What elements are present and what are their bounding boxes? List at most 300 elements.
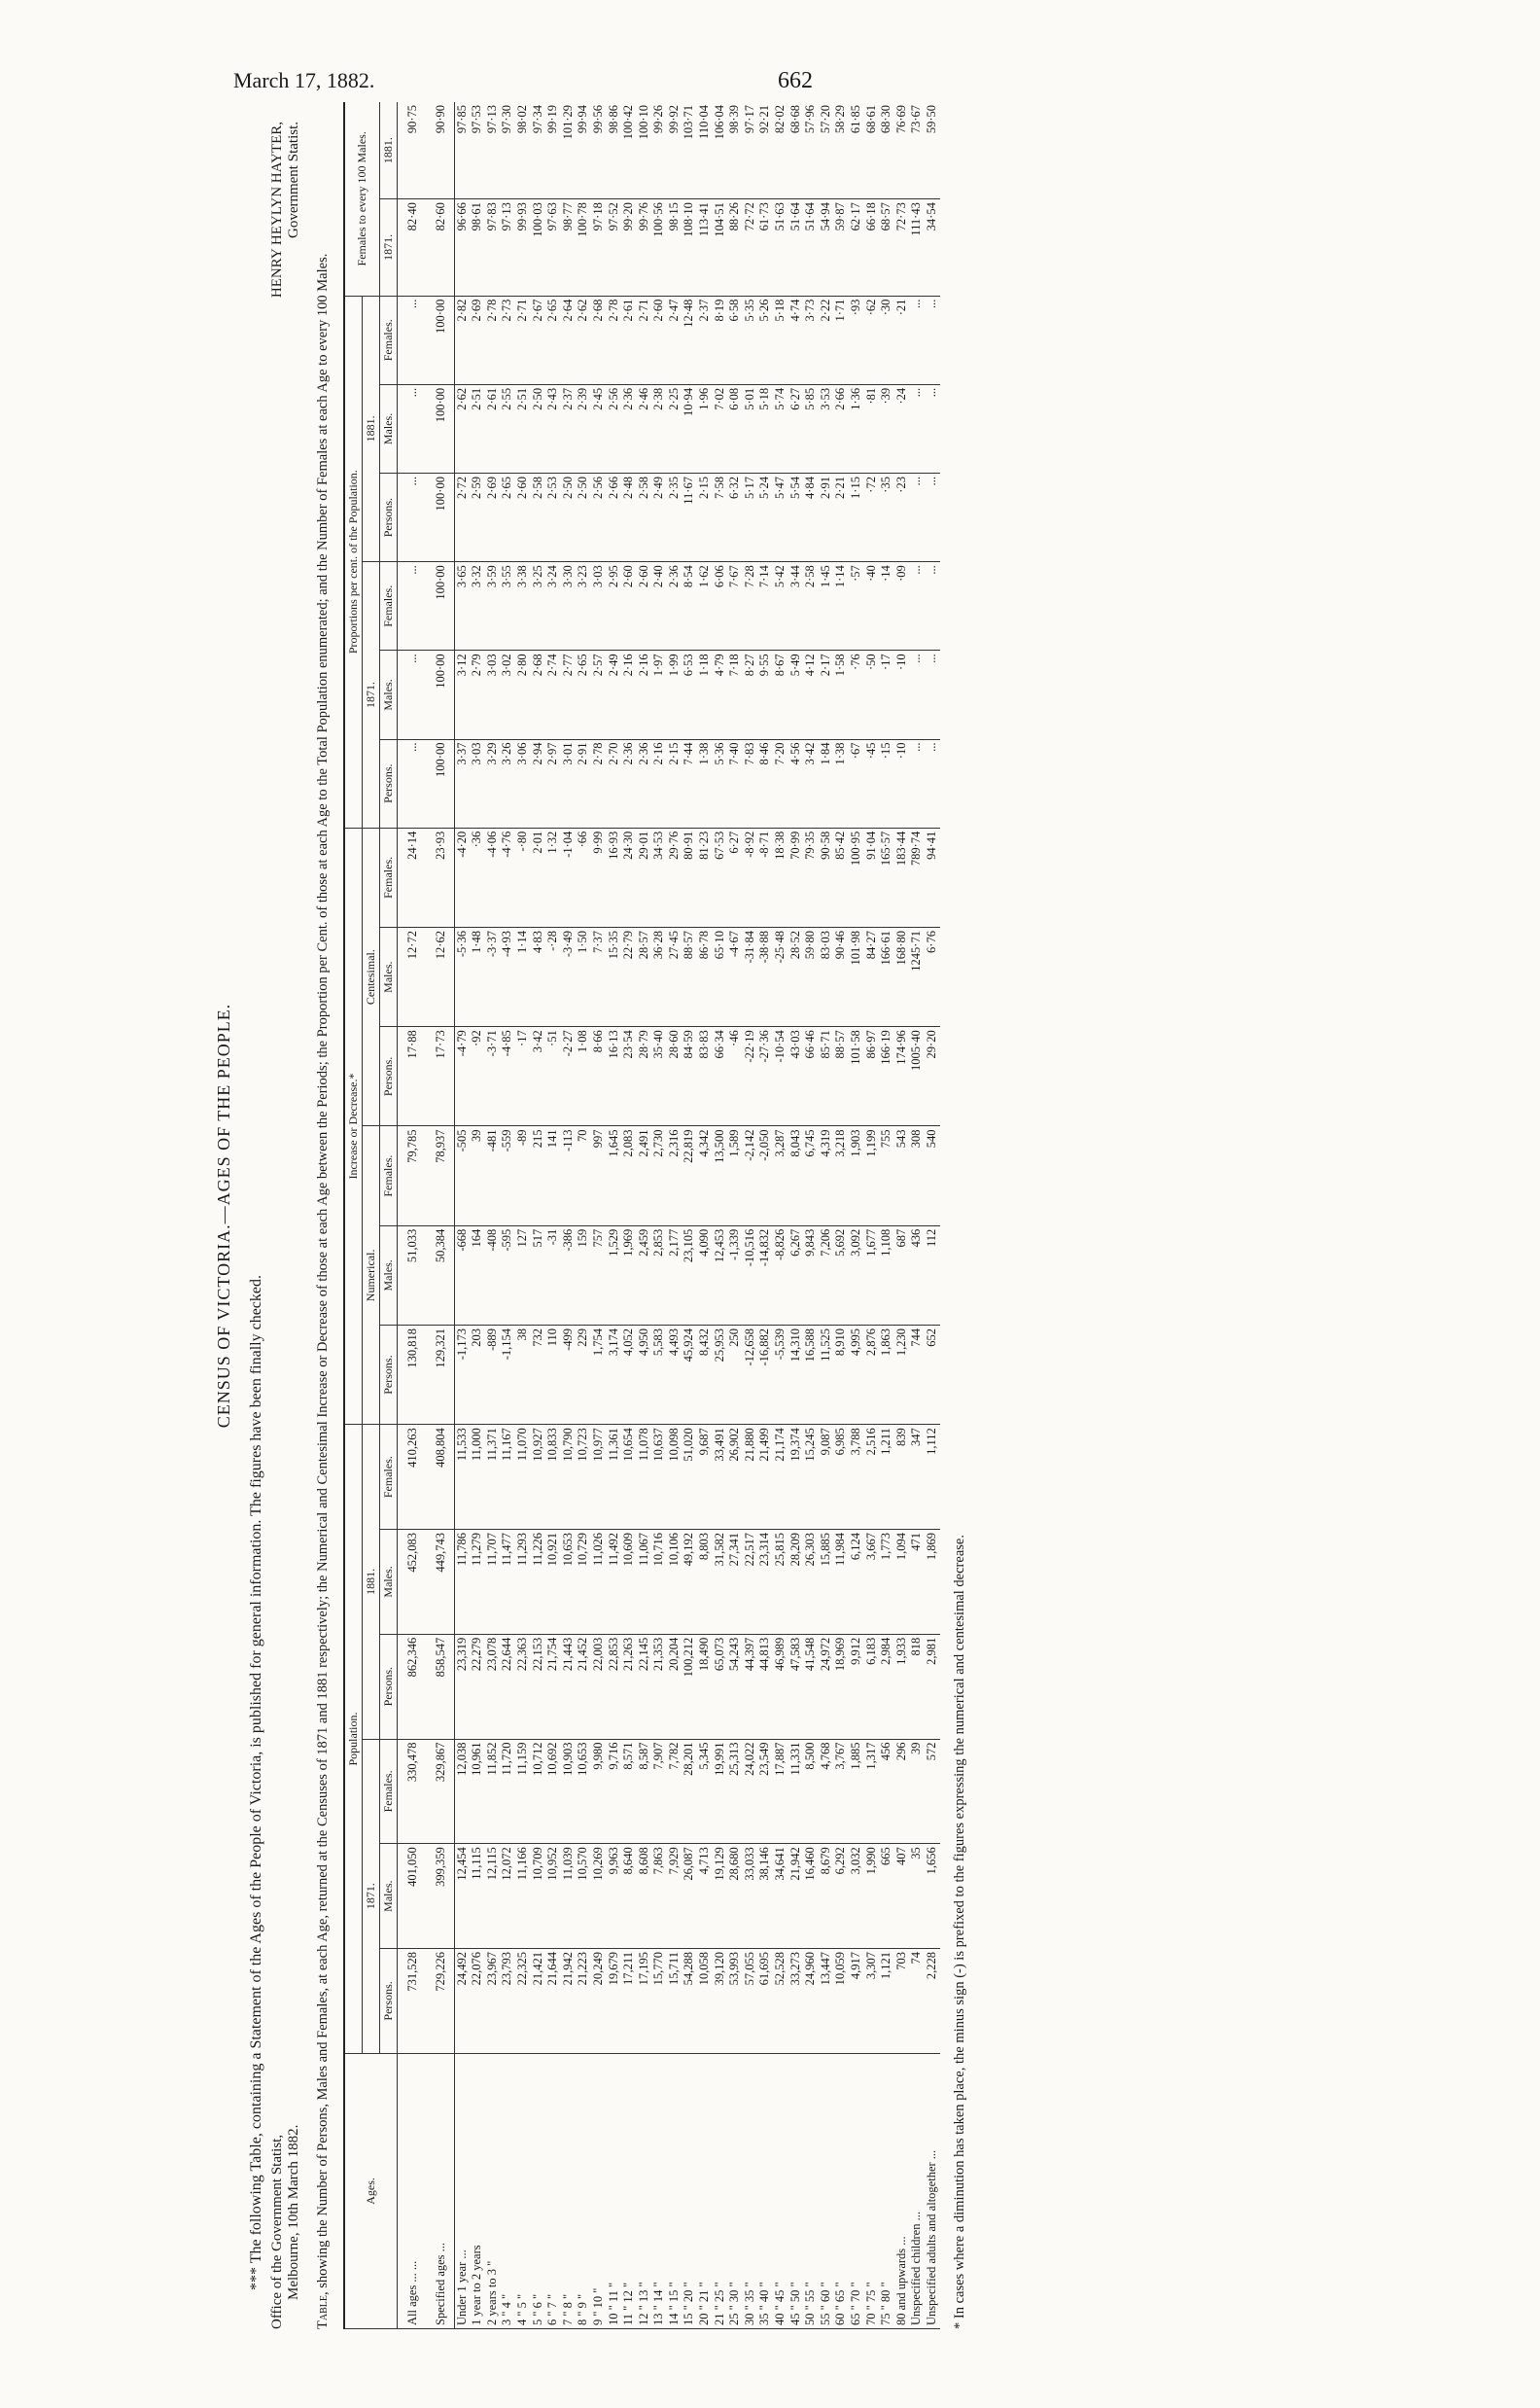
value-cell: 97·52 [607,199,622,296]
value-cell: -8,826 [773,1225,788,1325]
value-cell: 28·52 [788,928,804,1027]
header-males: Males. [379,1225,397,1325]
value-cell: 24·14 [397,828,426,927]
value-cell: 11,067 [637,1530,652,1635]
value-cell: 36·28 [651,928,667,1027]
value-cell: 1·45 [819,562,834,651]
header-ratio-1871: 1871. [379,199,397,296]
value-cell: 159 [576,1225,591,1325]
value-cell: 99·20 [621,199,637,296]
table-row [651,102,667,2329]
value-cell: 2·36 [667,562,682,651]
value-cell: 59·80 [803,928,819,1027]
age-cell: 10 " 11 " [607,2053,622,2328]
value-cell: 3·53 [819,384,834,473]
age-cell: 15 " 20 " [682,2053,697,2328]
value-cell: 24,960 [803,1949,819,2054]
value-cell: 9,980 [591,1739,607,1844]
value-cell: 215 [531,1126,546,1225]
value-cell: 1,863 [879,1325,894,1424]
value-cell: 10,712 [531,1739,546,1844]
value-cell: -27·36 [757,1027,773,1126]
value-cell: 7·58 [713,474,728,562]
value-cell: 3,032 [849,1844,864,1949]
value-cell: 10,654 [621,1425,637,1530]
value-cell: 23,078 [485,1634,501,1739]
value-cell: 97·83 [485,199,501,296]
value-cell: 76·69 [894,102,910,199]
value-cell: 10,692 [545,1739,561,1844]
value-cell: 104·51 [713,199,728,296]
value-cell: 10,570 [576,1844,591,1949]
value-cell: 5·42 [773,562,788,651]
value-cell: 15,711 [667,1949,682,2054]
header-persons: Persons. [379,1325,397,1424]
value-cell: 5,345 [697,1739,713,1844]
header-females: Females. [379,1425,397,1530]
value-cell: 68·61 [864,102,880,199]
value-cell: 103·71 [682,102,697,199]
totals-row [426,102,455,2329]
value-cell: 2·61 [621,296,637,384]
header-females: Females. [379,296,397,384]
value-cell: 10,098 [667,1425,682,1530]
value-cell: 2·61 [485,384,501,473]
value-cell: ... [397,296,426,384]
value-cell: 5·49 [788,651,804,739]
value-cell: 79,785 [397,1126,426,1225]
value-cell: 21,754 [545,1634,561,1739]
value-cell: -4·06 [485,828,501,927]
value-cell: 5·35 [743,296,758,384]
value-cell: 330,478 [397,1739,426,1844]
value-cell: 3,174 [607,1325,622,1424]
value-cell: 9,912 [849,1634,864,1739]
value-cell: 5·26 [757,296,773,384]
table-row [743,102,758,2329]
value-cell: 7·20 [773,739,788,828]
value-cell: 11,000 [470,1425,485,1530]
value-cell: 46,989 [773,1634,788,1739]
value-cell: 3,667 [864,1530,880,1635]
value-cell: 1,094 [894,1530,910,1635]
value-cell: 68·68 [788,102,804,199]
value-cell: 6·27 [727,828,743,927]
value-cell: 98·86 [607,102,622,199]
value-cell: ... [397,562,426,651]
value-cell: ·76 [849,651,864,739]
table-row [833,102,849,2329]
value-cell: 410,263 [397,1425,426,1530]
value-cell: 2·68 [591,296,607,384]
value-cell: 8,910 [833,1325,849,1424]
value-cell: 408,804 [426,1425,455,1530]
table-row [849,102,864,2329]
age-cell: 7 " 8 " [561,2053,577,2328]
value-cell: 449,743 [426,1530,455,1635]
value-cell: 2·60 [637,562,652,651]
value-cell: -4·20 [454,828,470,927]
value-cell: ·50 [864,651,880,739]
value-cell: 2·78 [591,739,607,828]
value-cell: 12,454 [454,1844,470,1949]
value-cell: 19,129 [713,1844,728,1949]
value-cell: 26,902 [727,1425,743,1530]
rotated-page-body [214,102,1517,2329]
value-cell: 1·38 [833,739,849,828]
value-cell: 22,153 [531,1634,546,1739]
value-cell: 22·79 [621,928,637,1027]
value-cell: 3·26 [500,739,515,828]
value-cell: 8·66 [591,1027,607,1126]
value-cell: 23,319 [454,1634,470,1739]
age-cell: 35 " 40 " [757,2053,773,2328]
value-cell: 21,223 [576,1949,591,2054]
age-cell: 11 " 12 " [621,2053,637,2328]
value-cell: 100·95 [849,828,864,927]
value-cell: 11,070 [515,1425,531,1530]
value-cell: -595 [500,1225,515,1325]
value-cell: 11,039 [561,1844,577,1949]
value-cell: 9,687 [697,1425,713,1530]
value-cell: 100·00 [426,651,455,739]
value-cell: 11,492 [607,1530,622,1635]
caption-text: showing the Number of Persons, Males and Females, at each Age, returned at the Censuses of 1871 and 1881 respectively; the Numerical and Centesimal Increase or Decrease of those at each Age between the Periods; the Proportion per Cent. of those at each Age to the Total Population enumerated; and the Number of Females at each Age to every 100 Males. [315,253,331,2288]
value-cell: -499 [561,1325,577,1424]
footnote: * In cases where a diminution has taken place, the minus sign (-) is prefixed to the figures expressing the numerical and centesimal decrease. [951,1535,967,2329]
value-cell: 6·58 [727,296,743,384]
value-cell: 2·77 [561,651,577,739]
value-cell: 2·43 [545,384,561,473]
table-row [894,102,910,2329]
value-cell: 91·04 [864,828,880,927]
value-cell: 2,316 [667,1126,682,1225]
value-cell: 28,201 [682,1739,697,1844]
value-cell: 13,447 [819,1949,834,2054]
value-cell: 3·23 [576,562,591,651]
header-males: Males. [379,1530,397,1635]
table-row [682,102,697,2329]
value-cell: 11,371 [485,1425,501,1530]
value-cell: 23·54 [621,1027,637,1126]
value-cell: 1,656 [925,1844,940,1949]
value-cell: 22,076 [470,1949,485,2054]
value-cell: 6,292 [833,1844,849,1949]
age-cell: 70 " 75 " [864,2053,880,2328]
age-cell: 75 " 80 " [879,2053,894,2328]
value-cell: 24,972 [819,1634,834,1739]
value-cell: 100·56 [651,199,667,296]
value-cell: 8,608 [637,1844,652,1949]
value-cell: 2·21 [833,474,849,562]
value-cell: 2·69 [470,296,485,384]
value-cell: ·10 [894,739,910,828]
value-cell: 2·62 [454,384,470,473]
value-cell: 66·34 [713,1027,728,1126]
value-cell: 99·19 [545,102,561,199]
value-cell: 2·51 [515,384,531,473]
value-cell: -3·49 [561,928,577,1027]
value-cell: 97·13 [500,199,515,296]
value-cell: 10,952 [545,1844,561,1949]
value-cell: 2,228 [925,1949,940,2054]
value-cell: 732 [531,1325,546,1424]
value-cell: 2·60 [621,562,637,651]
value-cell: 28,209 [788,1530,804,1635]
value-cell: 3·65 [454,562,470,651]
value-cell: ·72 [864,474,880,562]
value-cell: -38·88 [757,928,773,1027]
value-cell: ·93 [849,296,864,384]
value-cell: 1,589 [727,1126,743,1225]
value-cell: 11,984 [833,1530,849,1635]
value-cell: 61,695 [757,1949,773,2054]
value-cell: 687 [894,1225,910,1325]
value-cell: 51·63 [773,199,788,296]
table-row [470,102,485,2329]
value-cell: 2·46 [637,384,652,473]
header-males: Males. [379,384,397,473]
value-cell: 789·74 [909,828,925,927]
value-cell: ... [397,474,426,562]
value-cell: 21,499 [757,1425,773,1530]
value-cell: 10,269 [591,1844,607,1949]
value-cell: 57·20 [819,102,834,199]
table-row [454,102,470,2329]
value-cell: 203 [470,1325,485,1424]
value-cell: ·40 [864,562,880,651]
value-cell: 10,637 [651,1425,667,1530]
value-cell: ·17 [879,651,894,739]
value-cell: -2,050 [757,1126,773,1225]
value-cell: 2·45 [591,384,607,473]
value-cell: 1,230 [894,1325,910,1424]
header-males: Males. [379,928,397,1027]
value-cell: 100·00 [426,296,455,384]
value-cell: 997 [591,1126,607,1225]
value-cell: 11,361 [607,1425,622,1530]
value-cell: -1,154 [500,1325,515,1424]
value-cell: 99·94 [576,102,591,199]
value-cell: 1·15 [849,474,864,562]
value-cell: 858,547 [426,1634,455,1739]
value-cell: 652 [925,1325,940,1424]
age-cell: 2 years to 3 " [485,2053,501,2328]
value-cell: 839 [894,1425,910,1530]
value-cell: 97·53 [470,102,485,199]
census-table [343,102,940,2329]
value-cell: 86·78 [697,928,713,1027]
value-cell: 2·17 [819,651,834,739]
value-cell: 3·03 [485,651,501,739]
value-cell: 3·73 [803,296,819,384]
value-cell: 49,192 [682,1530,697,1635]
value-cell: 22,363 [515,1634,531,1739]
value-cell: 6,267 [788,1225,804,1325]
value-cell: 2,516 [864,1425,880,1530]
value-cell: 10,961 [470,1739,485,1844]
header-pop-1881: 1881. [362,1425,379,1739]
value-cell: 2·95 [607,562,622,651]
value-cell: 90·90 [426,102,455,199]
value-cell: 436 [909,1225,925,1325]
value-cell: 65·10 [713,928,728,1027]
value-cell: 1·14 [515,928,531,1027]
header-prop-1881: 1881. [362,296,379,562]
value-cell: 665 [879,1844,894,1949]
value-cell: 4,917 [849,1949,864,2054]
value-cell: 7·28 [743,562,758,651]
value-cell: 2·57 [591,651,607,739]
value-cell: 22,325 [515,1949,531,2054]
value-cell: 11,026 [591,1530,607,1635]
value-cell: -4·93 [500,928,515,1027]
value-cell: 2·55 [500,384,515,473]
value-cell: ·81 [864,384,880,473]
value-cell: 3·42 [531,1027,546,1126]
value-cell: -668 [454,1225,470,1325]
value-cell: -889 [485,1325,501,1424]
value-cell: 4,995 [849,1325,864,1424]
value-cell: 5·01 [743,384,758,473]
page-number: 662 [778,68,813,93]
value-cell: 100·78 [576,199,591,296]
header-ages: Ages. [344,2053,398,2328]
value-cell: 94·41 [925,828,940,927]
value-cell: 15·35 [607,928,622,1027]
value-cell: 165·57 [879,828,894,927]
value-cell: 25,953 [713,1325,728,1424]
value-cell: 101·29 [561,102,577,199]
value-cell: 101·58 [849,1027,864,1126]
value-cell: 58·29 [833,102,849,199]
value-cell: 8,679 [819,1844,834,1949]
value-cell: 4·12 [803,651,819,739]
header-population: Population. [344,1425,363,2054]
value-cell: 57,055 [743,1949,758,2054]
value-cell: 99·26 [651,102,667,199]
value-cell: 90·58 [819,828,834,927]
value-cell: 24,022 [743,1739,758,1844]
value-cell: 2·78 [485,296,501,384]
value-cell: 23,793 [500,1949,515,2054]
value-cell: 81·23 [697,828,713,927]
value-cell: 18,969 [833,1634,849,1739]
value-cell: 2·36 [621,739,637,828]
header-males: Males. [379,651,397,739]
age-cell: 5 " 6 " [531,2053,546,2328]
value-cell: 113·41 [697,199,713,296]
header-females-per-100: Females to every 100 Males. [344,102,380,296]
value-cell: 100·00 [426,384,455,473]
value-cell: 2·16 [621,651,637,739]
value-cell: 2·22 [819,296,834,384]
value-cell: 1,754 [591,1325,607,1424]
value-cell: 2,730 [651,1126,667,1225]
value-cell: 1,677 [864,1225,880,1325]
value-cell: 12·62 [426,928,455,1027]
value-cell: 2·37 [561,384,577,473]
value-cell: 28·60 [667,1027,682,1126]
value-cell: 20,204 [667,1634,682,1739]
value-cell: 9·99 [591,828,607,927]
value-cell: 24,492 [454,1949,470,2054]
value-cell: 29·20 [925,1027,940,1126]
age-cell: 55 " 60 " [819,2053,834,2328]
value-cell: 100·00 [426,474,455,562]
value-cell: 90·75 [397,102,426,199]
table-row [485,102,501,2329]
value-cell: 7·83 [743,739,758,828]
value-cell: 6,124 [849,1530,864,1635]
value-cell: 1,108 [879,1225,894,1325]
age-cell: 6 " 7 " [545,2053,561,2328]
value-cell: 2·91 [819,474,834,562]
value-cell: -8·92 [743,828,758,927]
value-cell: 90·46 [833,928,849,1027]
age-cell: 45 " 50 " [788,2053,804,2328]
value-cell: 9·55 [757,651,773,739]
value-cell: 183·44 [894,828,910,927]
value-cell: 86·97 [864,1027,880,1126]
value-cell: -31 [545,1225,561,1325]
value-cell: 401,050 [397,1844,426,1949]
value-cell: 3·03 [470,739,485,828]
age-cell: 12 " 13 " [637,2053,652,2328]
value-cell: 34·53 [651,828,667,927]
value-cell: 1·96 [697,384,713,473]
value-cell: 3·55 [500,562,515,651]
value-cell: 452,083 [397,1530,426,1635]
value-cell: 1·14 [833,562,849,651]
value-cell: 2·73 [500,296,515,384]
value-cell: 2·97 [545,739,561,828]
value-cell: 99·92 [667,102,682,199]
value-cell: 34·54 [925,199,940,296]
table-row [727,102,743,2329]
value-cell: 166·61 [879,928,894,1027]
value-cell: 5·24 [757,474,773,562]
value-cell: 2·91 [576,739,591,828]
value-cell: 1·71 [833,296,849,384]
value-cell: 110 [545,1325,561,1424]
value-cell: 98·02 [515,102,531,199]
value-cell: 407 [894,1844,910,1949]
value-cell: 39 [470,1126,485,1225]
value-cell: 250 [727,1325,743,1424]
value-cell: 10,790 [561,1425,577,1530]
value-cell: 39,120 [713,1949,728,2054]
value-cell: 33,033 [743,1844,758,1949]
value-cell: 73·67 [909,102,925,199]
value-cell: 10,927 [531,1425,546,1530]
value-cell: 39 [909,1739,925,1844]
value-cell: -1,173 [454,1325,470,1424]
value-cell: 8,432 [697,1325,713,1424]
value-cell: 8,043 [788,1126,804,1225]
value-cell: 2,876 [864,1325,880,1424]
value-cell: 98·77 [561,199,577,296]
table-row [531,102,546,2329]
value-cell: 22,145 [637,1634,652,1739]
value-cell: 456 [879,1739,894,1844]
age-cell: 14 " 15 " [667,2053,682,2328]
value-cell: 2·66 [833,384,849,473]
value-cell: 21,452 [576,1634,591,1739]
value-cell: ·36 [470,828,485,927]
value-cell: 2·38 [651,384,667,473]
value-cell: 15,245 [803,1425,819,1530]
